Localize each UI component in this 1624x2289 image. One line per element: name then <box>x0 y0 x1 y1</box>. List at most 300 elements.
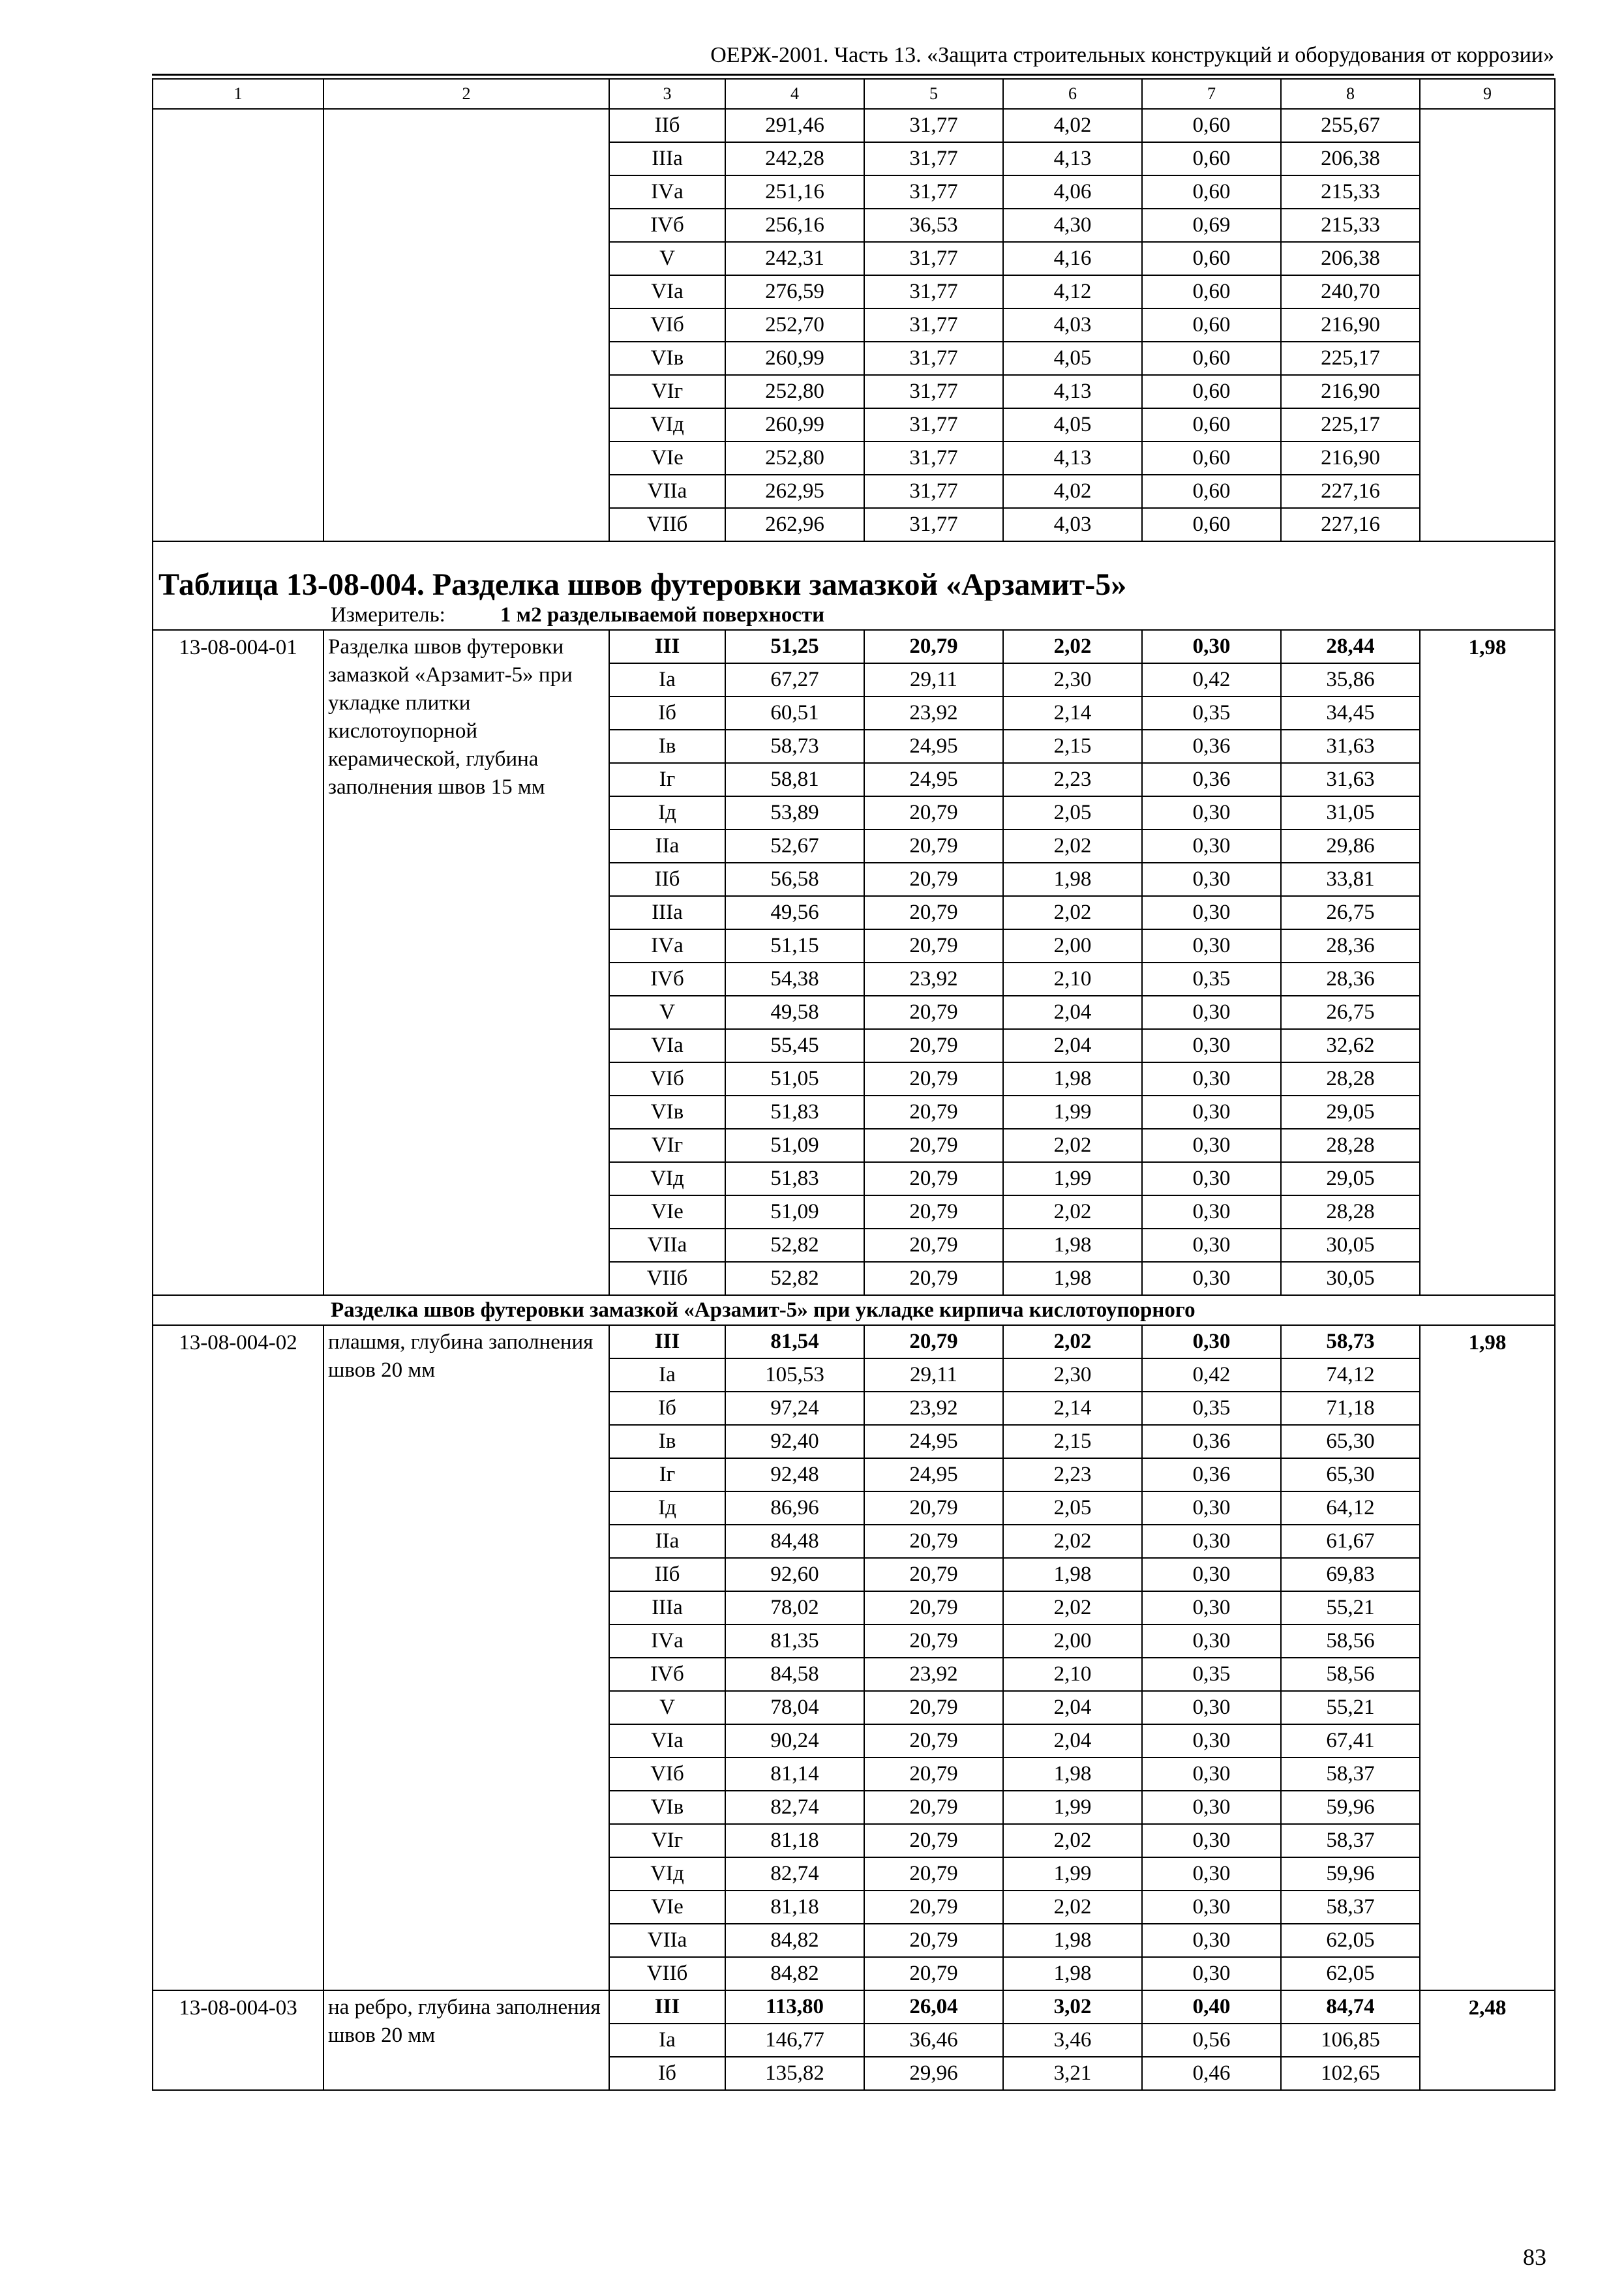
value-cell: 0,60 <box>1142 275 1281 308</box>
value-cell: 2,02 <box>1003 830 1142 863</box>
region-cell: IVа <box>609 175 725 209</box>
value-cell: 54,38 <box>725 963 864 996</box>
value-cell: 36,53 <box>864 209 1003 242</box>
value-cell: 81,18 <box>725 1891 864 1924</box>
region-cell: IIб <box>609 863 725 896</box>
value-cell: 0,30 <box>1142 1691 1281 1724</box>
region-cell: IVа <box>609 929 725 963</box>
value-cell: 225,17 <box>1281 408 1420 441</box>
value-cell: 51,83 <box>725 1162 864 1195</box>
value-cell: 71,18 <box>1281 1392 1420 1425</box>
region-cell: Iг <box>609 763 725 796</box>
value-cell: 215,33 <box>1281 175 1420 209</box>
region-cell: VIв <box>609 1096 725 1129</box>
value-cell: 4,12 <box>1003 275 1142 308</box>
value-cell: 74,12 <box>1281 1358 1420 1392</box>
value-cell: 0,30 <box>1142 1624 1281 1658</box>
value-cell: 2,02 <box>1003 1129 1142 1162</box>
region-cell: VIIб <box>609 1262 725 1295</box>
region-cell: VIг <box>609 1129 725 1162</box>
value-cell: 1,98 <box>1003 1229 1142 1262</box>
value-cell: 2,02 <box>1003 1325 1142 1358</box>
table-row <box>153 109 1555 142</box>
value-cell: 61,67 <box>1281 1525 1420 1558</box>
region-cell: VIд <box>609 1857 725 1891</box>
column-number: 2 <box>323 79 609 109</box>
item-description: на ребро, глубина заполнения швов 20 мм <box>323 1990 609 2090</box>
value-cell: 2,02 <box>1003 630 1142 663</box>
item-col9: 2,48 <box>1420 1990 1555 2090</box>
value-cell: 2,30 <box>1003 1358 1142 1392</box>
value-cell: 30,05 <box>1281 1229 1420 1262</box>
value-cell: 55,21 <box>1281 1691 1420 1724</box>
value-cell: 84,82 <box>725 1957 864 1990</box>
region-cell: Iд <box>609 1491 725 1525</box>
value-cell: 0,36 <box>1142 1458 1281 1491</box>
region-cell: Iв <box>609 730 725 763</box>
value-cell: 0,30 <box>1142 1029 1281 1062</box>
value-cell: 92,60 <box>725 1558 864 1591</box>
region-cell: VIг <box>609 375 725 408</box>
value-cell: 3,46 <box>1003 2024 1142 2057</box>
value-cell: 113,80 <box>725 1990 864 2024</box>
value-cell: 31,77 <box>864 441 1003 475</box>
value-cell: 20,79 <box>864 1857 1003 1891</box>
value-cell: 28,36 <box>1281 963 1420 996</box>
measure-row <box>153 601 1555 630</box>
value-cell: 0,30 <box>1142 1758 1281 1791</box>
region-cell: IIб <box>609 1558 725 1591</box>
value-cell: 31,77 <box>864 342 1003 375</box>
value-cell: 58,37 <box>1281 1891 1420 1924</box>
value-cell: 2,14 <box>1003 1392 1142 1425</box>
region-cell: VIв <box>609 1791 725 1824</box>
region-cell: IIIа <box>609 142 725 175</box>
value-cell: 1,99 <box>1003 1857 1142 1891</box>
subheader-row <box>153 1295 1555 1325</box>
value-cell: 31,77 <box>864 142 1003 175</box>
value-cell: 2,23 <box>1003 763 1142 796</box>
value-cell: 0,56 <box>1142 2024 1281 2057</box>
column-number: 6 <box>1003 79 1142 109</box>
region-cell: IVб <box>609 1658 725 1691</box>
value-cell: 56,58 <box>725 863 864 896</box>
value-cell: 20,79 <box>864 1891 1003 1924</box>
value-cell: 51,83 <box>725 1096 864 1129</box>
value-cell: 20,79 <box>864 1195 1003 1229</box>
value-cell: 3,02 <box>1003 1990 1142 2024</box>
value-cell: 20,79 <box>864 1724 1003 1758</box>
table-title: Таблица 13-08-004. Разделка швов футеровки замазкой «Арзамит-5» <box>153 541 1555 601</box>
value-cell: 28,28 <box>1281 1129 1420 1162</box>
value-cell: 23,92 <box>864 696 1003 730</box>
region-cell: Iб <box>609 696 725 730</box>
value-cell: 51,15 <box>725 929 864 963</box>
value-cell: 255,67 <box>1281 109 1420 142</box>
value-cell: 29,96 <box>864 2057 1003 2090</box>
value-cell: 0,60 <box>1142 441 1281 475</box>
value-cell: 23,92 <box>864 1392 1003 1425</box>
value-cell: 216,90 <box>1281 441 1420 475</box>
value-cell: 1,99 <box>1003 1791 1142 1824</box>
item-code: 13-08-004-03 <box>153 1990 323 2090</box>
value-cell: 0,30 <box>1142 1924 1281 1957</box>
value-cell: 0,60 <box>1142 142 1281 175</box>
region-cell: VIе <box>609 441 725 475</box>
value-cell: 0,30 <box>1142 1525 1281 1558</box>
value-cell: 0,30 <box>1142 1558 1281 1591</box>
region-cell: Iб <box>609 2057 725 2090</box>
value-cell: 0,30 <box>1142 1195 1281 1229</box>
value-cell: 260,99 <box>725 342 864 375</box>
value-cell: 4,05 <box>1003 342 1142 375</box>
region-cell: IVб <box>609 963 725 996</box>
table-title-row <box>153 541 1555 601</box>
value-cell: 252,80 <box>725 375 864 408</box>
value-cell: 92,40 <box>725 1425 864 1458</box>
value-cell: 0,30 <box>1142 1724 1281 1758</box>
value-cell: 51,09 <box>725 1195 864 1229</box>
value-cell: 227,16 <box>1281 475 1420 508</box>
value-cell: 2,02 <box>1003 896 1142 929</box>
value-cell: 4,02 <box>1003 475 1142 508</box>
value-cell: 216,90 <box>1281 308 1420 342</box>
table-row <box>153 630 1555 663</box>
table-row <box>153 1325 1555 1358</box>
value-cell: 58,37 <box>1281 1758 1420 1791</box>
value-cell: 1,98 <box>1003 1758 1142 1791</box>
value-cell: 31,77 <box>864 109 1003 142</box>
value-cell: 0,30 <box>1142 1062 1281 1096</box>
value-cell: 0,40 <box>1142 1990 1281 2024</box>
value-cell: 29,05 <box>1281 1096 1420 1129</box>
value-cell: 20,79 <box>864 1129 1003 1162</box>
value-cell: 2,10 <box>1003 963 1142 996</box>
rates-table <box>152 78 1556 2091</box>
value-cell: 0,30 <box>1142 1857 1281 1891</box>
region-cell: V <box>609 1691 725 1724</box>
value-cell: 260,99 <box>725 408 864 441</box>
item-col9: 1,98 <box>1420 1325 1555 1990</box>
region-cell: VIб <box>609 1062 725 1096</box>
region-cell: V <box>609 242 725 275</box>
value-cell: 78,04 <box>725 1691 864 1724</box>
value-cell: 215,33 <box>1281 209 1420 242</box>
value-cell: 2,02 <box>1003 1891 1142 1924</box>
value-cell: 81,35 <box>725 1624 864 1658</box>
region-cell: VIа <box>609 1029 725 1062</box>
value-cell: 2,30 <box>1003 663 1142 696</box>
value-cell: 60,51 <box>725 696 864 730</box>
value-cell: 78,02 <box>725 1591 864 1624</box>
value-cell: 28,44 <box>1281 630 1420 663</box>
region-cell: VIа <box>609 1724 725 1758</box>
column-number: 3 <box>609 79 725 109</box>
value-cell: 90,24 <box>725 1724 864 1758</box>
value-cell: 24,95 <box>864 763 1003 796</box>
column-number: 5 <box>864 79 1003 109</box>
value-cell: 31,77 <box>864 242 1003 275</box>
value-cell: 20,79 <box>864 1591 1003 1624</box>
value-cell: 20,79 <box>864 1758 1003 1791</box>
value-cell: 0,60 <box>1142 242 1281 275</box>
region-cell: VIIа <box>609 475 725 508</box>
value-cell: 0,30 <box>1142 1591 1281 1624</box>
value-cell: 2,02 <box>1003 1525 1142 1558</box>
region-cell: VIIа <box>609 1924 725 1957</box>
value-cell: 20,79 <box>864 796 1003 830</box>
value-cell: 65,30 <box>1281 1425 1420 1458</box>
value-cell: 31,77 <box>864 175 1003 209</box>
value-cell: 31,77 <box>864 275 1003 308</box>
value-cell: 31,63 <box>1281 730 1420 763</box>
item-description: Разделка швов футеровки замазкой «Арзамит-5» при укладке плитки кислотоупорной керамической, глубина заполнения швов 15 мм <box>323 630 609 1295</box>
region-cell: V <box>609 996 725 1029</box>
value-cell: 31,05 <box>1281 796 1420 830</box>
table-subheader: Разделка швов футеровки замазкой «Арзамит-5» при укладке кирпича кислотоупорного <box>153 1295 1555 1325</box>
value-cell: 36,46 <box>864 2024 1003 2057</box>
value-cell: 20,79 <box>864 1791 1003 1824</box>
value-cell: 0,30 <box>1142 896 1281 929</box>
value-cell: 62,05 <box>1281 1924 1420 1957</box>
continuation-code-cell <box>153 109 323 541</box>
value-cell: 58,73 <box>1281 1325 1420 1358</box>
value-cell: 252,80 <box>725 441 864 475</box>
value-cell: 242,31 <box>725 242 864 275</box>
value-cell: 0,30 <box>1142 1262 1281 1295</box>
value-cell: 20,79 <box>864 1262 1003 1295</box>
value-cell: 31,77 <box>864 408 1003 441</box>
value-cell: 1,99 <box>1003 1096 1142 1129</box>
value-cell: 0,60 <box>1142 475 1281 508</box>
value-cell: 105,53 <box>725 1358 864 1392</box>
value-cell: 2,04 <box>1003 1029 1142 1062</box>
value-cell: 20,79 <box>864 996 1003 1029</box>
region-cell: VIIб <box>609 1957 725 1990</box>
value-cell: 0,30 <box>1142 830 1281 863</box>
value-cell: 0,30 <box>1142 1162 1281 1195</box>
continuation-description-cell <box>323 109 609 541</box>
column-number: 9 <box>1420 79 1555 109</box>
value-cell: 64,12 <box>1281 1491 1420 1525</box>
value-cell: 0,36 <box>1142 763 1281 796</box>
value-cell: 51,09 <box>725 1129 864 1162</box>
column-number: 7 <box>1142 79 1281 109</box>
value-cell: 24,95 <box>864 730 1003 763</box>
value-cell: 251,16 <box>725 175 864 209</box>
value-cell: 31,63 <box>1281 763 1420 796</box>
value-cell: 4,02 <box>1003 109 1142 142</box>
value-cell: 0,30 <box>1142 1491 1281 1525</box>
running-header: ОЕРЖ-2001. Часть 13. «Защита строительных конструкций и оборудования от коррозии» <box>710 43 1554 67</box>
value-cell: 0,46 <box>1142 2057 1281 2090</box>
value-cell: 55,45 <box>725 1029 864 1062</box>
value-cell: 0,30 <box>1142 1791 1281 1824</box>
value-cell: 2,02 <box>1003 1591 1142 1624</box>
value-cell: 20,79 <box>864 1096 1003 1129</box>
measure-label: Измеритель: <box>331 603 445 627</box>
value-cell: 84,74 <box>1281 1990 1420 2024</box>
value-cell: 227,16 <box>1281 508 1420 541</box>
value-cell: 2,05 <box>1003 1491 1142 1525</box>
value-cell: 82,74 <box>725 1857 864 1891</box>
value-cell: 2,10 <box>1003 1658 1142 1691</box>
value-cell: 84,82 <box>725 1924 864 1957</box>
region-cell: VIд <box>609 1162 725 1195</box>
region-cell: III <box>609 1325 725 1358</box>
value-cell: 20,79 <box>864 1229 1003 1262</box>
value-cell: 2,15 <box>1003 1425 1142 1458</box>
value-cell: 29,11 <box>864 1358 1003 1392</box>
column-number: 8 <box>1281 79 1420 109</box>
value-cell: 20,79 <box>864 1491 1003 1525</box>
value-cell: 29,86 <box>1281 830 1420 863</box>
value-cell: 26,75 <box>1281 996 1420 1029</box>
value-cell: 0,60 <box>1142 508 1281 541</box>
value-cell: 20,79 <box>864 896 1003 929</box>
value-cell: 2,04 <box>1003 996 1142 1029</box>
measure-value: 1 м2 разделываемой поверхности <box>500 603 825 627</box>
value-cell: 62,05 <box>1281 1957 1420 1990</box>
value-cell: 20,79 <box>864 929 1003 963</box>
value-cell: 0,30 <box>1142 1824 1281 1857</box>
value-cell: 20,79 <box>864 830 1003 863</box>
value-cell: 34,45 <box>1281 696 1420 730</box>
region-cell: Iа <box>609 2024 725 2057</box>
value-cell: 0,60 <box>1142 408 1281 441</box>
value-cell: 52,67 <box>725 830 864 863</box>
value-cell: 28,36 <box>1281 929 1420 963</box>
value-cell: 4,05 <box>1003 408 1142 441</box>
region-cell: VIе <box>609 1891 725 1924</box>
value-cell: 0,30 <box>1142 796 1281 830</box>
value-cell: 31,77 <box>864 375 1003 408</box>
value-cell: 206,38 <box>1281 242 1420 275</box>
value-cell: 1,98 <box>1003 1062 1142 1096</box>
value-cell: 0,30 <box>1142 996 1281 1029</box>
value-cell: 81,14 <box>725 1758 864 1791</box>
value-cell: 4,13 <box>1003 441 1142 475</box>
region-cell: VIб <box>609 308 725 342</box>
value-cell: 276,59 <box>725 275 864 308</box>
value-cell: 20,79 <box>864 1062 1003 1096</box>
value-cell: 3,21 <box>1003 2057 1142 2090</box>
region-cell: VIг <box>609 1824 725 1857</box>
column-number: 4 <box>725 79 864 109</box>
value-cell: 0,30 <box>1142 929 1281 963</box>
value-cell: 0,60 <box>1142 308 1281 342</box>
value-cell: 20,79 <box>864 1924 1003 1957</box>
value-cell: 0,30 <box>1142 1129 1281 1162</box>
value-cell: 256,16 <box>725 209 864 242</box>
value-cell: 67,27 <box>725 663 864 696</box>
value-cell: 84,58 <box>725 1658 864 1691</box>
value-cell: 92,48 <box>725 1458 864 1491</box>
value-cell: 135,82 <box>725 2057 864 2090</box>
value-cell: 29,05 <box>1281 1162 1420 1195</box>
value-cell: 23,92 <box>864 963 1003 996</box>
value-cell: 20,79 <box>864 1525 1003 1558</box>
value-cell: 20,79 <box>864 1691 1003 1724</box>
region-cell: VIIб <box>609 508 725 541</box>
value-cell: 31,77 <box>864 475 1003 508</box>
value-cell: 67,41 <box>1281 1724 1420 1758</box>
value-cell: 0,60 <box>1142 175 1281 209</box>
value-cell: 24,95 <box>864 1425 1003 1458</box>
value-cell: 0,36 <box>1142 1425 1281 1458</box>
value-cell: 216,90 <box>1281 375 1420 408</box>
column-numbers-row <box>153 79 1555 109</box>
region-cell: IIб <box>609 109 725 142</box>
value-cell: 1,98 <box>1003 863 1142 896</box>
region-cell: VIв <box>609 342 725 375</box>
value-cell: 29,11 <box>864 663 1003 696</box>
value-cell: 58,81 <box>725 763 864 796</box>
value-cell: 84,48 <box>725 1525 864 1558</box>
value-cell: 4,30 <box>1003 209 1142 242</box>
region-cell: VIд <box>609 408 725 441</box>
value-cell: 2,00 <box>1003 929 1142 963</box>
value-cell: 0,35 <box>1142 696 1281 730</box>
region-cell: VIа <box>609 275 725 308</box>
value-cell: 2,15 <box>1003 730 1142 763</box>
value-cell: 252,70 <box>725 308 864 342</box>
column-number: 1 <box>153 79 323 109</box>
value-cell: 0,30 <box>1142 1957 1281 1990</box>
value-cell: 4,13 <box>1003 375 1142 408</box>
value-cell: 52,82 <box>725 1262 864 1295</box>
value-cell: 0,69 <box>1142 209 1281 242</box>
region-cell: VIе <box>609 1195 725 1229</box>
value-cell: 4,03 <box>1003 308 1142 342</box>
region-cell: Iб <box>609 1392 725 1425</box>
value-cell: 55,21 <box>1281 1591 1420 1624</box>
value-cell: 20,79 <box>864 1162 1003 1195</box>
value-cell: 51,25 <box>725 630 864 663</box>
region-cell: VIIа <box>609 1229 725 1262</box>
value-cell: 0,30 <box>1142 1891 1281 1924</box>
value-cell: 0,30 <box>1142 1229 1281 1262</box>
value-cell: 0,36 <box>1142 730 1281 763</box>
value-cell: 0,42 <box>1142 663 1281 696</box>
value-cell: 0,35 <box>1142 1658 1281 1691</box>
value-cell: 0,30 <box>1142 1096 1281 1129</box>
header-rule <box>152 74 1554 76</box>
item-code: 13-08-004-02 <box>153 1325 323 1990</box>
item-code: 13-08-004-01 <box>153 630 323 1295</box>
value-cell: 53,89 <box>725 796 864 830</box>
region-cell: IIIа <box>609 896 725 929</box>
value-cell: 58,37 <box>1281 1824 1420 1857</box>
value-cell: 28,28 <box>1281 1195 1420 1229</box>
value-cell: 4,06 <box>1003 175 1142 209</box>
continuation-col9-cell <box>1420 109 1555 541</box>
value-cell: 1,99 <box>1003 1162 1142 1195</box>
value-cell: 2,04 <box>1003 1691 1142 1724</box>
value-cell: 225,17 <box>1281 342 1420 375</box>
value-cell: 0,60 <box>1142 375 1281 408</box>
value-cell: 2,02 <box>1003 1195 1142 1229</box>
value-cell: 24,95 <box>864 1458 1003 1491</box>
value-cell: 242,28 <box>725 142 864 175</box>
value-cell: 0,60 <box>1142 109 1281 142</box>
value-cell: 0,30 <box>1142 1325 1281 1358</box>
value-cell: 33,81 <box>1281 863 1420 896</box>
value-cell: 102,65 <box>1281 2057 1420 2090</box>
value-cell: 0,60 <box>1142 342 1281 375</box>
value-cell: 262,96 <box>725 508 864 541</box>
value-cell: 2,14 <box>1003 696 1142 730</box>
